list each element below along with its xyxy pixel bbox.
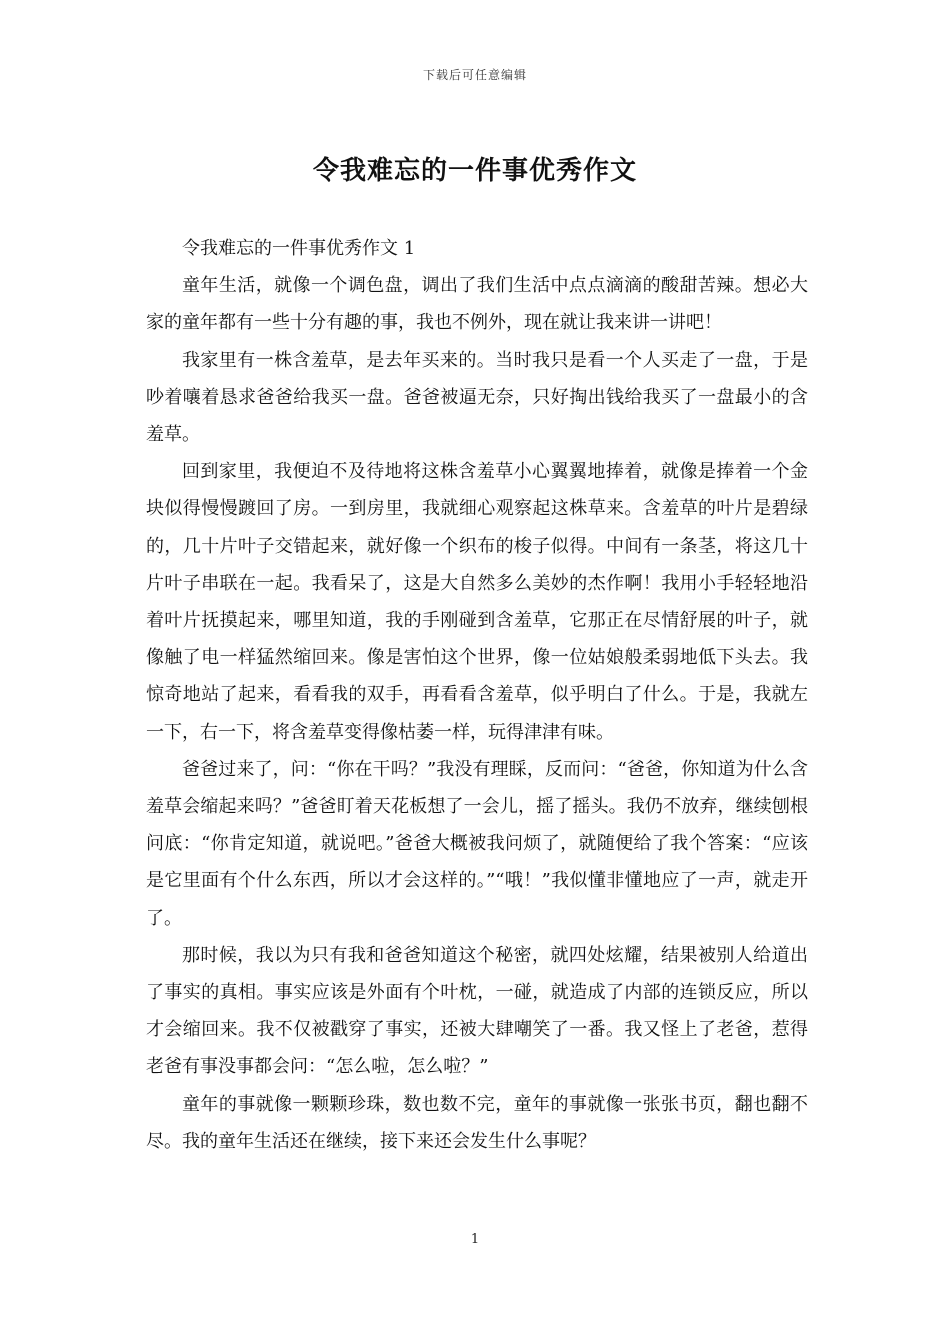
paragraph: 我家里有一株含羞草，是去年买来的。当时我只是看一个人买走了一盘，于是吵着嚷着恳求爸爸给我买一盘。爸爸被逼无奈，只好掏出钱给我买了一盘最小的含羞草。 (146, 349, 808, 446)
document-subtitle: 令我难忘的一件事优秀作文 1 (182, 238, 416, 259)
paragraph: 回到家里，我便迫不及待地将这株含羞草小心翼翼地捧着，就像是捧着一个金块似得慢慢踱回了房。一到房里，我就细心观察起这株草来。含羞草的叶片是碧绿的，几十片叶子交错起来，就好像一个织布的梭子似得。中间有一条茎，将这几十片叶子串联在一起。我看呆了，这是大自然多么美妙的杰作啊！我用小手轻轻地沿着叶片抚摸起来，哪里知道，我的手刚碰到含羞草，它那正在尽情舒展的叶子，就像触了电一样猛然缩回来。像是害怕这个世界，像一位姑娘般柔弱地低下头去。我惊奇地站了起来，看看我的双手，再看看含羞草，似乎明白了什么。于是，我就左一下，右一下，将含羞草变得像枯萎一样，玩得津津有味。 (146, 461, 808, 743)
paragraph: 那时候，我以为只有我和爸爸知道这个秘密，就四处炫耀，结果被别人给道出了事实的真相。事实应该是外面有个叶枕，一碰，就造成了内部的连锁反应，所以才会缩回来。我不仅被戳穿了事实，还被大肆嘲笑了一番。我又怪上了老爸，惹得老爸有事没事都会问：“怎么啦，怎么啦？” (146, 944, 808, 1078)
header-note: 下载后可任意编辑 (422, 68, 527, 82)
paragraph: 童年的事就像一颗颗珍珠，数也数不完，童年的事就像一张张书页，翻也翻不尽。我的童年生活还在继续，接下来还会发生什么事呢？ (146, 1093, 808, 1152)
paragraph: 童年生活，就像一个调色盘，调出了我们生活中点点滴滴的酸甜苦辣。想必大家的童年都有一些十分有趣的事，我也不例外，现在就让我来讲一讲吧！ (146, 275, 808, 334)
document-body (146, 230, 808, 1160)
page-number: 1 (470, 1232, 480, 1247)
paragraph: 爸爸过来了，问：“你在干吗？”我没有理睬，反而问：“爸爸，你知道为什么含羞草会缩起来吗？”爸爸盯着天花板想了一会儿，摇了摇头。我仍不放弃，继续刨根问底：“你肯定知道，就说吧。”爸爸大概被我问烦了，就随便给了我个答案：“应该是它里面有个什么东西，所以才会这样的。”“哦！”我似懂非懂地应了一声，就走开了。 (146, 758, 808, 929)
document-title: 令我难忘的一件事优秀作文 (312, 156, 637, 186)
